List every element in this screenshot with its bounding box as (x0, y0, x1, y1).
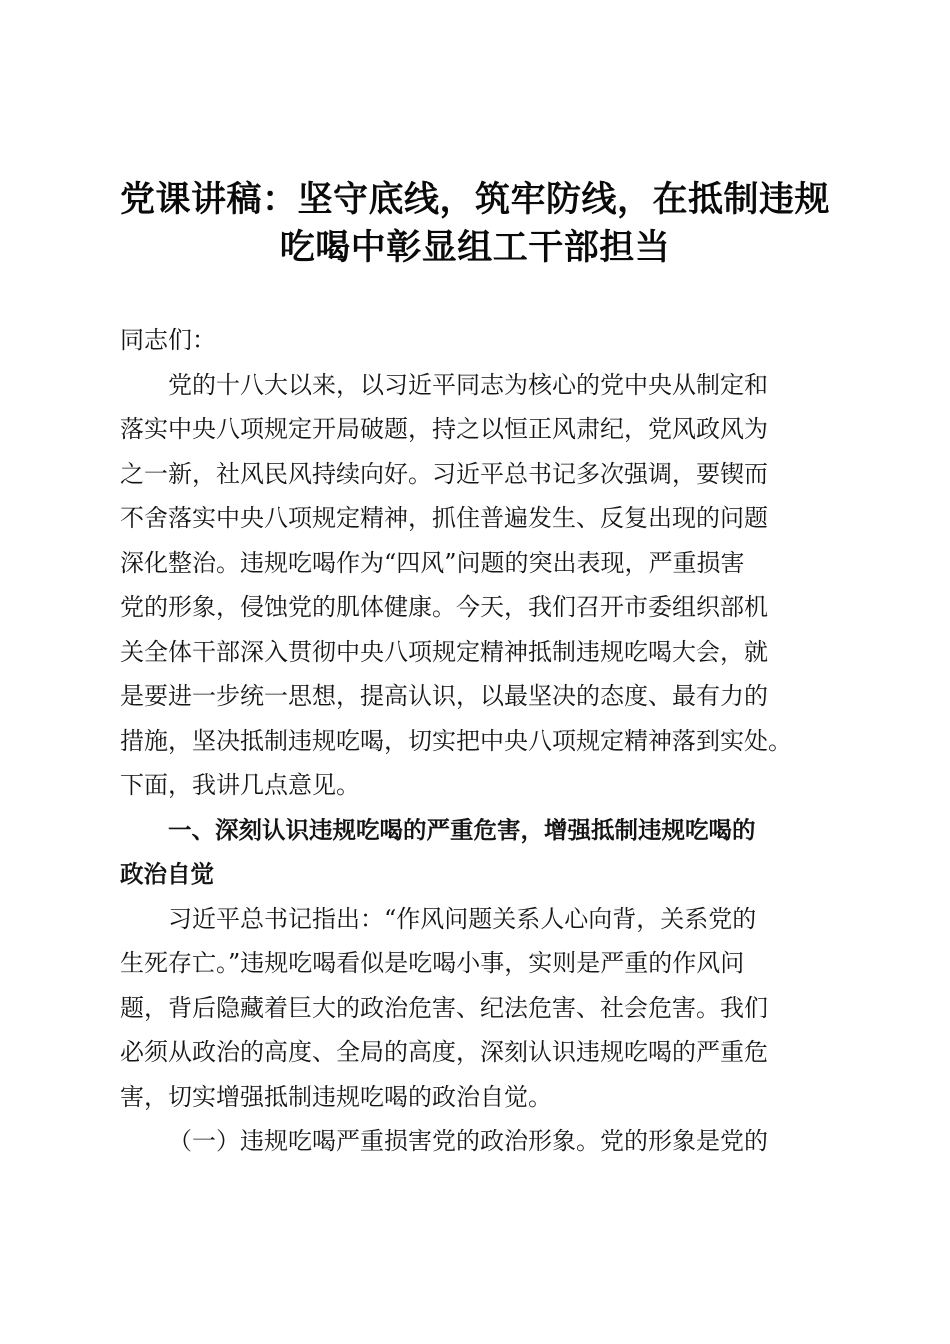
title-line: 吃喝中彰显组工干部担当 (279, 227, 671, 268)
heading-line: 政治自觉 (120, 860, 214, 888)
paragraph-line: 题，背后隐藏着巨大的政治危害、纪法危害、社会危害。我们 (120, 993, 768, 1022)
paragraph-line: 是要进一步统一思想，提高认识，以最坚决的态度、最有力的 (120, 682, 768, 710)
paragraph-line: 措施，坚决抵制违规吃喝，切实把中央八项规定精神落到实处。 (120, 726, 792, 755)
intro-paragraph (120, 363, 840, 808)
paragraph-line: 党的形象，侵蚀党的肌体健康。今天，我们召开市委组织部机 (120, 593, 768, 621)
section-heading (120, 808, 840, 897)
paragraph-line: 深化整治。违规吃喝作为“四风”问题的突出表现，严重损害 (120, 548, 745, 577)
document-title (100, 176, 850, 272)
salutation-text: 同志们： (120, 326, 216, 354)
paragraph-line: （一）违规吃喝严重损害党的政治形象。党的形象是党的 (168, 1127, 768, 1155)
title-line: 党课讲稿：坚守底线，筑牢防线，在抵制违规 (119, 179, 830, 220)
paragraph-line: 必须从政治的高度、全局的高度，深刻认识违规吃喝的严重危 (120, 1038, 768, 1066)
section-paragraph (120, 897, 840, 1120)
paragraph-line: 习近平总书记指出：“作风问题关系人心向背，关系党的 (168, 904, 757, 933)
paragraph-line: 生死存亡。”违规吃喝看似是吃喝小事，实则是严重的作风问 (120, 949, 745, 977)
paragraph-line: 下面，我讲几点意见。 (120, 771, 360, 799)
subsection-paragraph (120, 1119, 840, 1164)
salutation (120, 318, 840, 363)
paragraph-line: 党的十八大以来，以习近平同志为核心的党中央从制定和 (168, 370, 768, 399)
paragraph-line: 关全体干部深入贯彻中央八项规定精神抵制违规吃喝大会，就 (120, 637, 768, 666)
document-body (120, 318, 840, 1164)
paragraph-line: 害，切实增强抵制违规吃喝的政治自觉。 (120, 1082, 552, 1111)
heading-line: 一、深刻认识违规吃喝的严重危害，增强抵制违规吃喝的 (168, 815, 756, 844)
paragraph-line: 之一新，社风民风持续向好。习近平总书记多次强调，要锲而 (120, 459, 768, 488)
paragraph-line: 不舍落实中央八项规定精神，抓住普遍发生、反复出现的问题 (120, 504, 768, 532)
paragraph-line: 落实中央八项规定开局破题，持之以恒正风肃纪，党风政风为 (120, 415, 768, 443)
